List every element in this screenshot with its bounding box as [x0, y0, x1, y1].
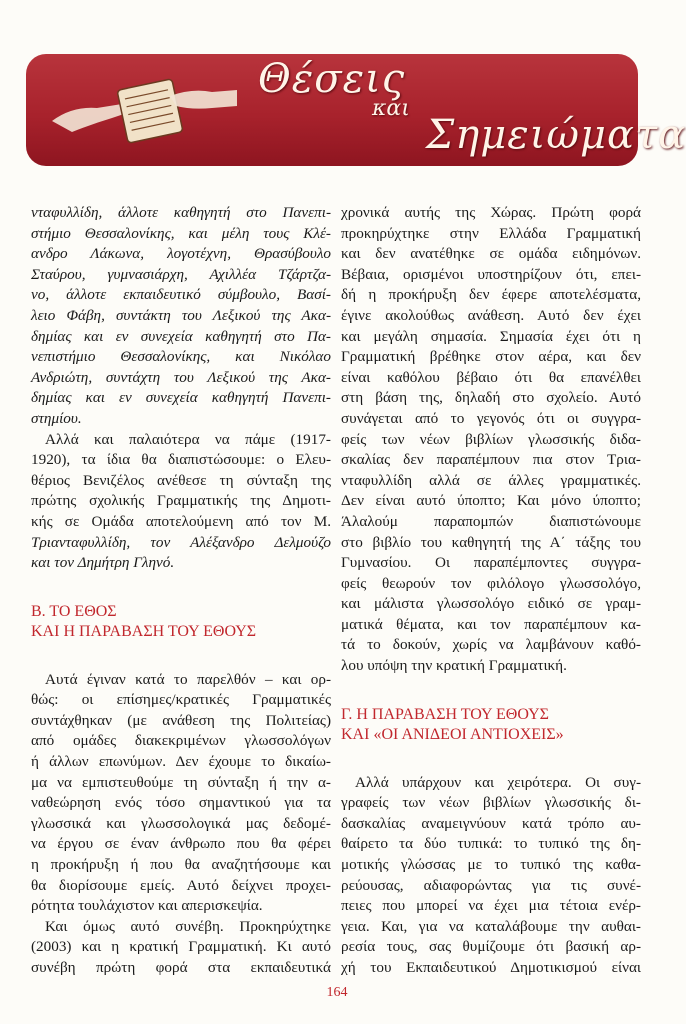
- left-column: [31, 203, 331, 979]
- banner-title-word-2: και: [372, 96, 410, 121]
- text-line: πειες που μπορεί να έχει μια τέτοια ενέρ-: [341, 897, 641, 915]
- text-line: νταφυλλίδη, άλλοτε καθηγητή στο Πανεπι-: [31, 204, 331, 221]
- text-line: συνέβη πρώτη φορά στα εκπαιδευτικά: [31, 959, 331, 976]
- text-line: κής σε Ομάδα αποτελούμενη από τον Μ.: [31, 512, 331, 530]
- text-line: σκαλίας δεν παραπέμπουν πια στον Τρια-: [341, 451, 641, 469]
- text-line: μα να εμπιστευθούμε τη σύνταξη ή την α-: [31, 773, 331, 791]
- hands-holding-scroll-icon: [52, 66, 242, 156]
- text-line: Και όμως αυτό συνέβη. Προκηρύχτηκε: [45, 917, 331, 935]
- text-line: στήμιο Θεσσαλονίκης, και μέλη τους Κλέ-: [31, 224, 331, 242]
- text-line: φείς θεωρούν τον φιλόλογο γλωσσολόγο,: [341, 574, 641, 592]
- page-number: 164: [326, 985, 348, 1000]
- text-line: θώς: οι επίσημες/κρατικές Γραμματικές: [31, 691, 331, 709]
- text-line: νεπιστήμιο Θεσσαλονίκης, και Νικόλαο: [31, 348, 331, 366]
- text-line: νο, άλλοτε εκπαιδευτικό σύμβουλο, Βασί-: [31, 286, 331, 304]
- text-line: και μεγάλη σημασία. Σημασία έχει ότι η: [341, 327, 641, 345]
- text-line: ματικά θέματα, και τον παραπέμπουν κα-: [341, 615, 641, 633]
- text-line: Δεν είναι αυτό ύποπτο; Και μόνο ύποπτο;: [341, 492, 641, 510]
- text-line: φείς των νέων βιβλίων γλωσσικής διδα-: [341, 430, 641, 448]
- text-line: Άλαλούμ παραπομπών διαπιστώνουμε: [341, 512, 641, 530]
- text-line: πρώτης σχολικής Γραμματικής της Δημοτι-: [31, 492, 331, 510]
- left-paragraph-2: [31, 430, 331, 574]
- text-line: τά το δοκούν, χωρίς να λαμβάνουν καθό-: [341, 636, 641, 654]
- left-paragraph-4: [31, 917, 331, 979]
- left-paragraph-1: [31, 203, 331, 430]
- text-line: ναθεώρηση ενός τόσο σημαντικού για τα: [31, 794, 331, 812]
- text-line: Αυτά έγιναν κατά το παρελθόν – και ορ-: [45, 670, 331, 688]
- text-line: γλωσσικά και γλωσσολογικά μας δεδομέ-: [31, 814, 331, 832]
- text-line: Σταύρου, γυμνασιάρχη, Αχιλλέα Τζάρτζα-: [31, 265, 331, 283]
- text-line: ρότητα τουλάχιστον και απερισκεψία.: [31, 897, 263, 915]
- text-line: γεια. Και, για να καταλάβουμε την αυθαι-: [341, 917, 641, 935]
- heading-line: ΚΑΙ «ΟΙ ΑΝΙΔΕΟΙ ΑΝΤΙΟΧΕΙΣ»: [341, 725, 564, 743]
- text-line: συνάγεται από το γεγονός ότι οι συγγρα-: [341, 409, 641, 427]
- text-line: και δεν ανατέθηκε σε ομάδα ειδημόνων.: [341, 245, 641, 263]
- text-line: προκηρύχτηκε στην Ελλάδα Γραμματική: [341, 224, 641, 242]
- text-line: χή του Εκπαιδευτικού Δημοτικισμού είναι: [341, 959, 641, 976]
- text-line: γραφείς των νέων βιβλίων γλωσσικής δι-: [341, 794, 641, 812]
- text-line: (2003) και η κρατική Γραμματική. Κι αυτό: [31, 938, 331, 956]
- text-line: συντάχθηκαν (με ανάθεση της Πολιτείας): [31, 711, 331, 729]
- text-line: ρεύουσας, αδιαφορώντας για τις συνέ-: [341, 876, 641, 894]
- text-line: Ανδριώτη, συντάχτη του Λεξικού της Ακα-: [31, 368, 331, 386]
- text-line: ανδρο Λάκωνα, λογοτέχνη, Θρασύβουλο: [31, 245, 331, 263]
- section-heading-c: [341, 705, 641, 745]
- text-line: ρεσία τους, σας θυμίζουμε ότι βασική αρ-: [341, 938, 641, 956]
- text-line: από ομάδες διακεκριμένων γλωσσολόγων: [31, 732, 331, 750]
- text-line: Γραμματική βρέθηκε στον αέρα, και δεν: [341, 348, 641, 366]
- text-line: δημίας και εν συνεχεία καθηγητή Πανεπι-: [31, 389, 331, 407]
- section-heading-b: [31, 602, 331, 642]
- text-line: Γυμνασίου. Οι παραπέμποντες συγγρα-: [341, 554, 641, 572]
- section-banner: [26, 54, 686, 166]
- text-line: δή η προκήρυξη δεν έφερε αποτελέσματα,: [341, 286, 641, 304]
- text-line: θαίρετο τα δύο τυπικά: το τυπικό της δη-: [341, 835, 641, 853]
- text-line: και τον Δημήτρη Γληνό.: [31, 554, 175, 572]
- text-line: Αλλά υπάρχουν και χειρότερα. Οι συγ-: [355, 773, 641, 791]
- banner-title-word-1: Θέσεις: [258, 56, 406, 102]
- text-line: στη βάση της, δηλαδή στο σχολείο. Αυτό: [341, 389, 641, 407]
- text-line: Τριανταφυλλίδη, τον Αλέξανδρο Δελμούζο: [31, 533, 331, 551]
- text-line: και μάλιστα γλωσσολόγο ειδικό σε γραμ-: [341, 595, 641, 613]
- heading-line: ΚΑΙ Η ΠΑΡΑΒΑΣΗ ΤΟΥ ΕΘΟΥΣ: [31, 622, 257, 640]
- text-line: η προκήρυξη ή που θα αναζητήσουμε και: [31, 856, 331, 874]
- banner-title-word-3: Σημειώματα: [426, 112, 686, 158]
- text-line: δασκαλίας αναμειγνύουν κατά τρόπο αυ-: [341, 814, 641, 832]
- text-line: να έργου σε έναν άνθρωπο που θα φέρει: [31, 835, 331, 853]
- text-line: στημίου.: [31, 409, 82, 427]
- text-line: ή άλλων επωνύμων. Δεν έχουμε το δικαίω-: [31, 753, 331, 771]
- text-line: στο βιβλίο του καθηγητή της Α΄ τάξης του: [341, 533, 641, 551]
- heading-line: Γ. Η ΠΑΡΑΒΑΣΗ ΤΟΥ ΕΘΟΥΣ: [341, 705, 549, 723]
- text-line: χρονικά αυτής της Χώρας. Πρώτη φορά: [341, 204, 641, 221]
- left-paragraph-3: [31, 670, 331, 917]
- text-line: είναι καθόλου βέβαιο ότι θα επανέλθει: [341, 368, 641, 386]
- heading-line: Β. ΤΟ ΕΘΟΣ: [31, 602, 117, 620]
- text-line: 1920), τα ίδια θα διαπιστώσουμε: ο Ελευ-: [31, 451, 331, 469]
- text-line: θα διορίσουμε εμείς. Αυτό δείχνει προχει-: [31, 876, 331, 894]
- text-line: θέριος Βενιζέλος ανέθεσε τη σύνταξη της: [31, 471, 331, 489]
- text-line: λου υπόψη την κρατική Γραμματική.: [341, 657, 567, 675]
- text-line: έγινε ακολούθως ανάθεση. Αυτό δεν έχει: [341, 306, 641, 324]
- text-line: λειο Φάβη, συντάκτη του Λεξικού της Ακα-: [31, 306, 331, 324]
- text-line: Βέβαια, ορισμένοι υποστηρίζουν ότι, επει-: [341, 265, 641, 283]
- text-line: Αλλά και παλαιότερα να πάμε (1917-: [45, 430, 331, 448]
- text-line: δημίας και εν συνεχεία καθηγητή στο Πα-: [31, 327, 331, 345]
- text-line: νταφυλλίδη αλλά σε άλλες γραμματικές.: [341, 471, 641, 489]
- right-column: [341, 203, 641, 979]
- right-paragraph-2: [341, 773, 641, 979]
- right-paragraph-1: [341, 203, 641, 677]
- text-line: μοτικής γλώσσας με το τυπικό της καθα-: [341, 856, 641, 874]
